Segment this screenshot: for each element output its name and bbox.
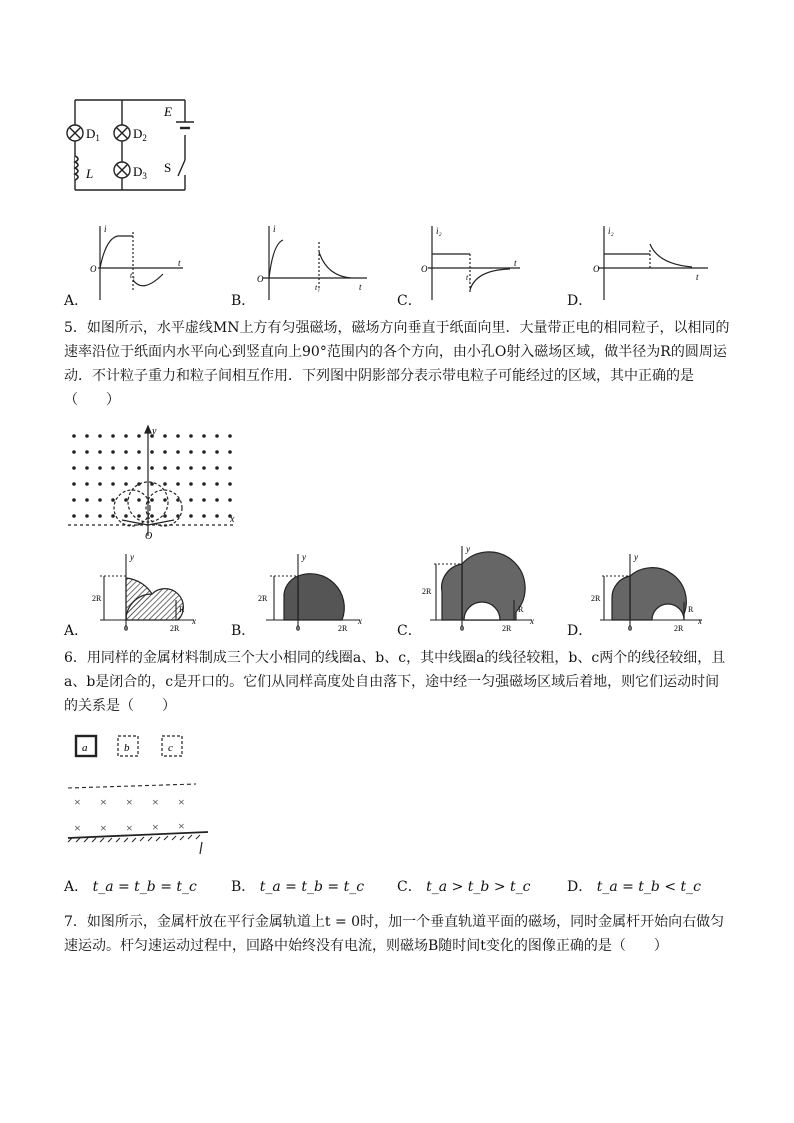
label-s: S	[164, 160, 172, 175]
q4-graph-b	[255, 222, 370, 302]
svg-text:0: 0	[460, 624, 464, 633]
field-dot	[163, 498, 167, 502]
svg-text:c: c	[168, 742, 173, 754]
svg-text:R: R	[518, 605, 524, 614]
field-dot	[228, 434, 232, 438]
svg-text:O: O	[90, 264, 97, 274]
svg-text:O: O	[145, 531, 153, 542]
question-6-text: 6．用同样的金属材料制成三个大小相同的线圈a、b、c，其中线圈a的线径较粗，b、c两个的线径较细，且a、b是闭合的，c是开口的。它们从同样高度处自由落下，途中经一匀强磁场区域后着地，则它们运动时间的关系是（ ）	[64, 650, 726, 714]
svg-text:i: i	[104, 224, 107, 234]
field-dot	[150, 466, 154, 470]
q4-graph-d	[592, 222, 712, 302]
svg-text:×: ×	[126, 795, 133, 809]
field-dot	[85, 514, 89, 518]
field-dot	[228, 498, 232, 502]
field-dot	[72, 482, 76, 486]
field-dot	[163, 434, 167, 438]
field-dot	[228, 450, 232, 454]
field-dot	[98, 482, 102, 486]
field-dot	[176, 466, 180, 470]
circuit-diagram	[60, 90, 200, 200]
q5-option-b-label[interactable]: B．	[231, 623, 256, 639]
field-dot	[124, 466, 128, 470]
magnetic-field-dots	[72, 434, 232, 518]
field-dot	[150, 498, 154, 502]
svg-text:2R: 2R	[170, 624, 180, 633]
svg-text:y: y	[466, 544, 470, 554]
field-dot	[124, 514, 128, 518]
field-dot	[124, 434, 128, 438]
svg-text:0: 0	[124, 624, 128, 633]
svg-text:t₁: t₁	[315, 283, 321, 292]
svg-text:x: x	[230, 514, 235, 525]
field-dot	[150, 450, 154, 454]
svg-text:×: ×	[74, 795, 81, 809]
q6-figure	[62, 730, 212, 860]
svg-text:t: t	[514, 258, 517, 268]
field-dot	[72, 498, 76, 502]
field-dot	[85, 450, 89, 454]
q4-option-b-label[interactable]: B．	[231, 293, 256, 309]
question-7	[64, 910, 732, 958]
q5-option-a-figure	[90, 548, 200, 633]
label-d1: $D_1$	[86, 126, 100, 143]
q4-option-a-label[interactable]: A．	[64, 293, 89, 309]
question-7-text: 7．如图所示，金属杆放在平行金属轨道上t = 0时，加一个垂直轨道平面的磁场，同时金属杆开始向右做匀速运动。杆匀速运动过程中，回路中始终没有电流，则磁场B随时间t变化的图像正确的是（ ）	[64, 914, 725, 954]
field-dot	[215, 498, 219, 502]
label-d3: $D_3$	[133, 164, 147, 181]
field-dot	[72, 434, 76, 438]
svg-text:×: ×	[74, 821, 81, 835]
field-dot	[137, 514, 141, 518]
field-dot	[124, 450, 128, 454]
field-dot	[202, 498, 206, 502]
field-dot	[228, 466, 232, 470]
field-dot	[85, 498, 89, 502]
q6-option-d[interactable]: D． t_a = t_b < t_c	[567, 879, 701, 895]
field-dot	[215, 482, 219, 486]
field-dot	[228, 482, 232, 486]
field-dot	[85, 466, 89, 470]
question-6	[64, 646, 732, 718]
svg-text:R: R	[688, 605, 694, 614]
field-dot	[85, 434, 89, 438]
svg-text:O: O	[257, 274, 264, 284]
svg-text:×: ×	[100, 795, 107, 809]
field-dot	[189, 450, 193, 454]
field-dot	[111, 514, 115, 518]
svg-text:x: x	[192, 616, 196, 626]
field-dot	[202, 434, 206, 438]
field-dot	[124, 498, 128, 502]
svg-text:×: ×	[152, 820, 159, 834]
field-dot	[189, 498, 193, 502]
svg-text:×: ×	[152, 795, 159, 809]
svg-text:2R: 2R	[338, 624, 348, 633]
svg-text:x: x	[530, 616, 534, 626]
svg-text:b: b	[124, 742, 130, 754]
field-dot	[215, 466, 219, 470]
field-dot	[111, 498, 115, 502]
label-l: L	[86, 166, 94, 181]
svg-text:t₁: t₁	[130, 271, 136, 280]
field-dot	[215, 514, 219, 518]
q6-option-b[interactable]: B． t_a = t_b = t_c	[231, 879, 365, 895]
q5-option-c-figure	[420, 542, 540, 634]
q4-graph-c	[420, 222, 530, 302]
field-dot	[202, 482, 206, 486]
field-dot	[137, 466, 141, 470]
field-dot	[176, 482, 180, 486]
field-dot	[189, 466, 193, 470]
field-x-marks	[74, 795, 185, 835]
field-dot	[72, 466, 76, 470]
svg-text:y: y	[302, 552, 306, 562]
question-5-text: 5．如图所示，水平虚线MN上方有匀强磁场，磁场方向垂直于纸面向里．大量带正电的相同粒子，以相同的速率沿位于纸面内水平向心到竖直向上90°范围内的各个方向，由小孔O射入磁场区域，做半径为R的圆周运动．不计粒子重力和粒子间相互作用．下列图中阴影部分表示带电粒子可能经过的区域，其中正确的是	[64, 320, 730, 384]
q4-option-c-label[interactable]: C．	[397, 293, 422, 309]
q6-option-a[interactable]: A． t_a = t_b = t_c	[64, 879, 197, 895]
field-dot	[111, 482, 115, 486]
svg-text:t: t	[178, 258, 181, 268]
field-dot	[98, 498, 102, 502]
svg-text:y: y	[634, 552, 638, 562]
svg-text:O: O	[421, 264, 428, 274]
svg-text:2R: 2R	[502, 624, 512, 633]
svg-text:t: t	[359, 282, 362, 292]
field-dot	[85, 482, 89, 486]
field-dot	[163, 514, 167, 518]
label-e: E	[164, 104, 172, 119]
q6-option-c[interactable]: C． t_a > t_b > t_c	[397, 879, 531, 895]
field-dot	[189, 434, 193, 438]
field-dot	[72, 514, 76, 518]
field-dot	[189, 482, 193, 486]
q4-option-d-label[interactable]: D．	[567, 293, 593, 309]
svg-text:0: 0	[296, 624, 300, 633]
field-dot	[150, 514, 154, 518]
field-dot	[111, 450, 115, 454]
svg-text:2R: 2R	[674, 624, 684, 633]
svg-text:2R: 2R	[422, 587, 432, 596]
svg-text:a: a	[82, 742, 88, 754]
svg-text:t₁: t₁	[466, 273, 472, 282]
svg-text:y: y	[152, 426, 157, 437]
svg-text:2R: 2R	[92, 594, 102, 603]
field-dot	[72, 450, 76, 454]
field-dot	[137, 450, 141, 454]
q5-option-b-figure	[256, 548, 366, 633]
field-dot	[215, 450, 219, 454]
svg-text:×: ×	[178, 819, 185, 833]
svg-text:×: ×	[178, 795, 185, 809]
svg-text:×: ×	[100, 821, 107, 835]
field-dot	[137, 498, 141, 502]
field-dot	[176, 434, 180, 438]
q4-graph-a	[88, 222, 188, 302]
svg-text:i₂: i₂	[608, 226, 614, 236]
field-dot	[111, 434, 115, 438]
field-dot	[176, 450, 180, 454]
field-dot	[202, 466, 206, 470]
field-dot	[163, 450, 167, 454]
q5-option-c-label[interactable]: C．	[397, 623, 422, 639]
q5-option-a-label[interactable]: A．	[64, 623, 89, 639]
svg-text:0: 0	[628, 624, 632, 633]
svg-text:×: ×	[126, 821, 133, 835]
svg-text:i: i	[273, 224, 276, 234]
svg-text:2R: 2R	[258, 594, 268, 603]
svg-text:2R: 2R	[591, 594, 601, 603]
field-dot	[98, 450, 102, 454]
field-dot	[163, 482, 167, 486]
q5-option-d-label[interactable]: D．	[567, 623, 593, 639]
field-dot	[202, 514, 206, 518]
question-5-paren: （ ）	[64, 392, 120, 408]
field-dot	[124, 482, 128, 486]
question-5	[64, 316, 732, 412]
field-dot	[215, 434, 219, 438]
field-dot	[98, 434, 102, 438]
field-dot	[176, 514, 180, 518]
q5-option-d-figure	[590, 548, 710, 633]
field-dot	[98, 466, 102, 470]
field-dot	[98, 514, 102, 518]
field-dot	[189, 514, 193, 518]
field-dot	[202, 450, 206, 454]
svg-text:O: O	[593, 264, 600, 274]
label-d2: $D_2$	[133, 126, 147, 143]
svg-text:y: y	[130, 552, 134, 562]
field-dot	[163, 466, 167, 470]
svg-text:t: t	[696, 272, 699, 282]
field-dot	[111, 466, 115, 470]
svg-text:x: x	[698, 616, 702, 626]
field-dot	[137, 434, 141, 438]
svg-text:R: R	[179, 605, 185, 614]
svg-text:i₂: i₂	[436, 226, 442, 236]
svg-text:x: x	[358, 616, 362, 626]
q5-field-figure	[62, 424, 242, 542]
